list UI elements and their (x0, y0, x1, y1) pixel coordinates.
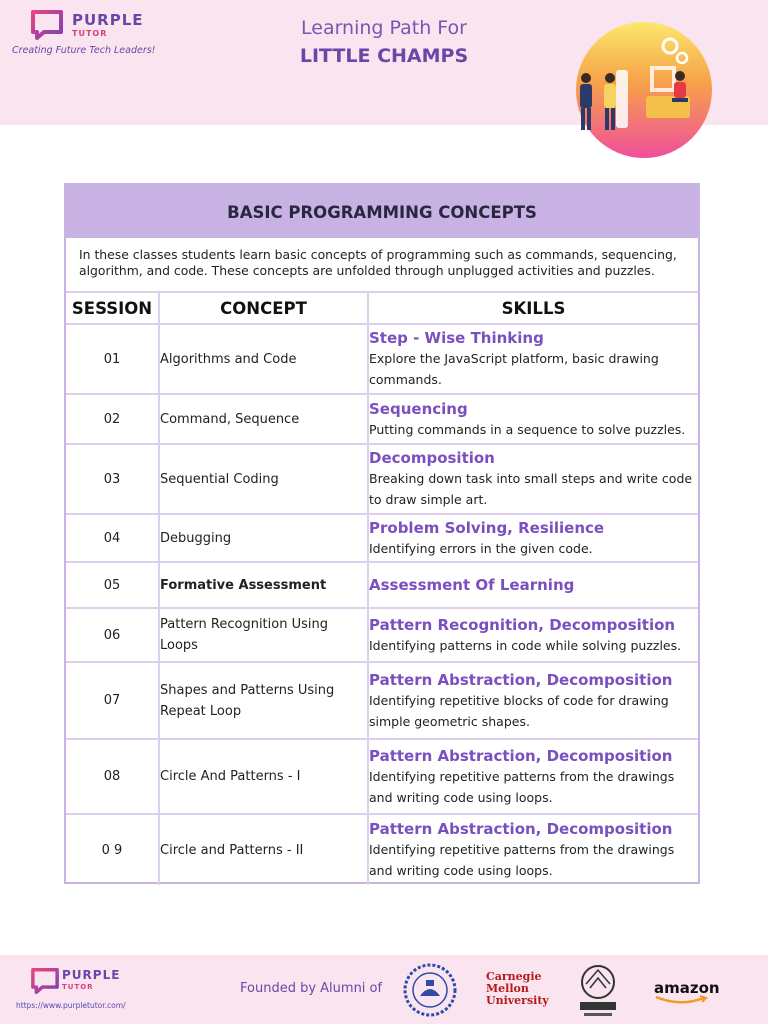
table-row (66, 662, 698, 739)
skill-title: Pattern Recognition, Decomposition (369, 615, 676, 634)
concept-cell: Shapes and Patterns Using Repeat Loop (159, 662, 368, 739)
session-number: 02 (66, 394, 159, 444)
founded-by-text: Founded by Alumni of (240, 981, 383, 996)
concept-cell: Debugging (159, 514, 368, 562)
sessions-table (66, 291, 698, 885)
skill-title: Sequencing (369, 399, 468, 418)
concept-cell: Pattern Recognition Using Loops (159, 608, 368, 662)
chat-bubble-logo-icon (30, 968, 60, 994)
table-row (66, 814, 698, 885)
skill-description: Identifying repetitive patterns from the drawings and writing code using loops. (369, 768, 675, 805)
cmu-line: Mellon (486, 982, 529, 995)
session-number: 05 (66, 562, 159, 608)
session-number: 04 (66, 514, 159, 562)
tagline: Creating Future Tech Leaders! (12, 45, 156, 56)
table-row (66, 324, 698, 394)
skill-title: Problem Solving, Resilience (369, 518, 605, 537)
column-header-session: SESSION (66, 292, 159, 324)
skill-description: Identifying repetitive patterns from the drawings and writing code using loops. (369, 842, 675, 878)
column-header-concept: CONCEPT (159, 292, 368, 324)
table-row (66, 444, 698, 514)
session-number: 01 (66, 324, 159, 394)
table-header-row (66, 292, 698, 324)
skill-cell (368, 562, 698, 608)
table-row (66, 739, 698, 814)
iim-emblem-logo (572, 962, 624, 1020)
session-number: 03 (66, 444, 159, 514)
chat-bubble-logo-icon (30, 10, 64, 40)
concept-cell: Algorithms and Code (159, 324, 368, 394)
amazon-smile-icon (654, 995, 710, 1005)
skill-cell (368, 324, 698, 394)
skill-title: Pattern Abstraction, Decomposition (369, 746, 673, 765)
footer-logo-wordmark: PURPLE (62, 968, 121, 982)
session-number: 06 (66, 608, 159, 662)
iit-emblem-logo (402, 962, 458, 1018)
concept-cell: Sequential Coding (159, 444, 368, 514)
table-row (66, 562, 698, 608)
table-row (66, 608, 698, 662)
session-number: 07 (66, 662, 159, 739)
cmu-logo (486, 971, 556, 1007)
skill-title: Decomposition (369, 449, 495, 467)
amazon-logo: amazon (654, 979, 720, 997)
logo-wordmark: PURPLE (72, 11, 144, 29)
footer (0, 955, 768, 1024)
skill-cell (368, 394, 698, 444)
skill-cell (368, 514, 698, 562)
concept-cell: Circle and Patterns - II (159, 814, 368, 885)
skill-cell (368, 444, 698, 514)
website-link[interactable]: https://www.purpletutor.com/ (16, 1001, 126, 1010)
hero-illustration (574, 20, 714, 160)
page-title-line1: Learning Path For (301, 17, 467, 39)
skill-title: Step - Wise Thinking (369, 329, 544, 347)
skill-title: Assessment Of Learning (369, 576, 575, 594)
cmu-line: Carnegie (486, 970, 542, 983)
curriculum-card (64, 183, 700, 884)
concept-cell: Formative Assessment (159, 562, 368, 608)
cmu-line: University (486, 994, 549, 1007)
session-number: 0 9 (66, 814, 159, 885)
skill-description: Identifying patterns in code while solving puzzles. (369, 637, 682, 653)
skill-title: Pattern Abstraction, Decomposition (369, 670, 673, 689)
card-heading: BASIC PROGRAMMING CONCEPTS (66, 185, 698, 238)
skill-description: Putting commands in a sequence to solve puzzles. (369, 421, 686, 437)
logo-subword: TUTOR (72, 29, 108, 38)
purple-tutor-logo[interactable] (12, 8, 162, 68)
page-title-line2: LITTLE CHAMPS (299, 45, 469, 67)
card-intro: In these classes students learn basic concepts of programming such as commands, sequencing, algorithm, and code. These concepts are unfolded through unplugged activities and puzzles. (79, 247, 677, 278)
table-row (66, 394, 698, 444)
skill-cell (368, 814, 698, 885)
skill-cell (368, 739, 698, 814)
concept-cell: Command, Sequence (159, 394, 368, 444)
skill-description: Explore the JavaScript platform, basic drawing commands. (369, 351, 659, 387)
skill-description: Identifying errors in the given code. (369, 540, 593, 556)
skill-cell (368, 608, 698, 662)
column-header-skills: SKILLS (368, 292, 698, 324)
skill-description: Identifying repetitive blocks of code for drawing simple geometric shapes. (369, 692, 669, 729)
concept-cell: Circle And Patterns - I (159, 739, 368, 814)
skill-description: Breaking down task into small steps and write code to draw simple art. (369, 471, 693, 507)
table-row (66, 514, 698, 562)
skill-title: Pattern Abstraction, Decomposition (369, 820, 673, 838)
skill-cell (368, 662, 698, 739)
footer-logo-subword: TUTOR (62, 983, 94, 991)
session-number: 08 (66, 739, 159, 814)
